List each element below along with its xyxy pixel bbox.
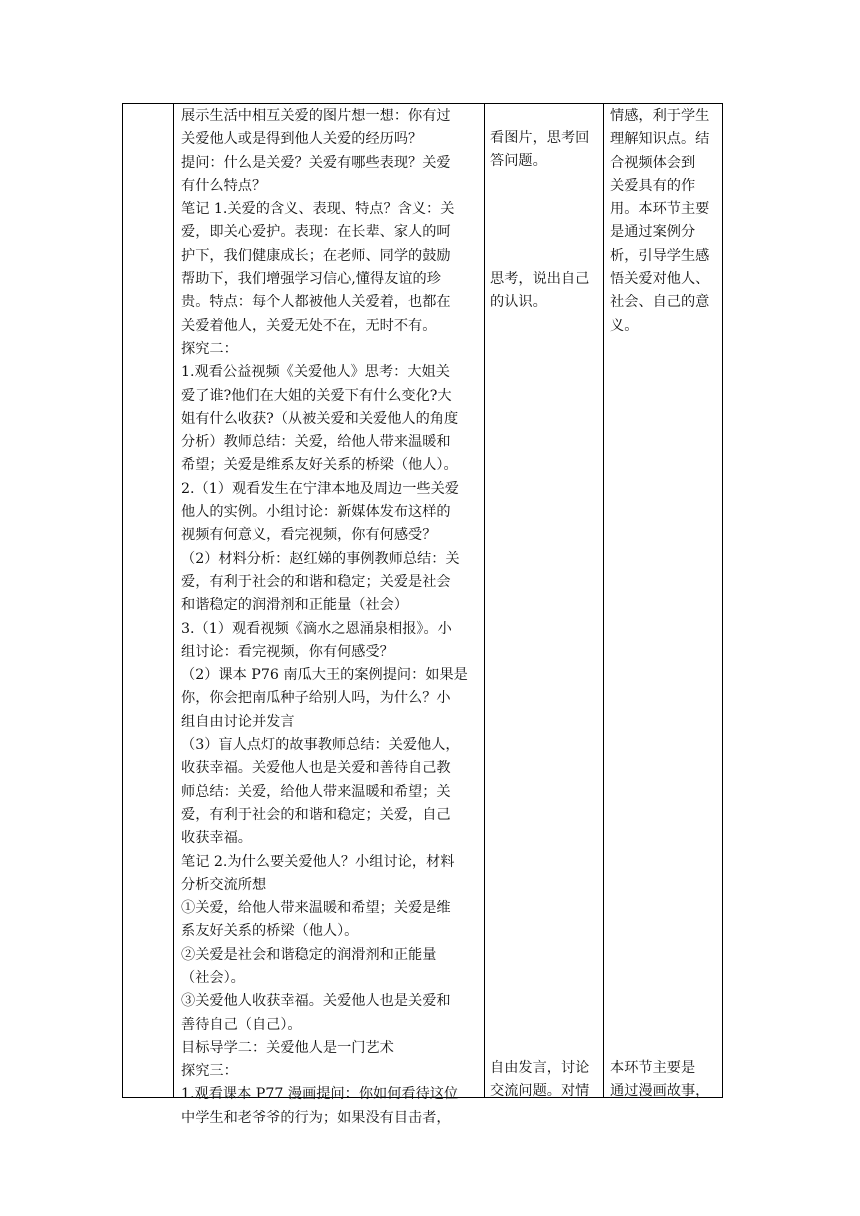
text-line: 提问：什么是关爱？关爱有哪些表现？关爱 — [181, 154, 451, 171]
text-line: 用。本环节主要 — [610, 201, 710, 218]
text-line: 理解知识点。结 — [610, 131, 710, 148]
text-line: 笔记 1.关爱的含义、表现、特点？含义：关 — [181, 201, 455, 218]
text-line: 护下，我们健康成长；在老师、同学的鼓励 — [181, 247, 451, 264]
text-line: 爱，有利于社会的和谐和稳定；关爱是社会 — [181, 573, 451, 590]
text-line: 师总结：关爱，给他人带来温暖和希望；关 — [181, 783, 451, 800]
text-line: 你，你会把南瓜种子给别人吗，为什么？小 — [181, 690, 451, 707]
text-line: 的认识。 — [490, 294, 547, 311]
text-line: ③关爱他人收获幸福。关爱他人也是关爱和 — [181, 993, 451, 1010]
text-line: 交流问题。对情 — [490, 1083, 590, 1100]
text-line: 分析交流所想 — [181, 876, 267, 893]
column-divider — [603, 104, 604, 1097]
text-line: 善待自己（自己）。 — [181, 1016, 302, 1033]
text-line: 义。 — [610, 317, 639, 334]
student-activity-cell — [490, 127, 606, 174]
text-line: 3.（1）观看视频《滴水之恩涌泉相报》。小 — [181, 620, 452, 637]
text-line: 视频有何意义，看完视频，你有何感受？ — [181, 527, 437, 544]
text-line: ②关爱是社会和谐稳定的润滑剂和正能量 — [181, 946, 437, 963]
text-line: 关爱具有的作 — [610, 177, 696, 194]
text-line: 帮助下，我们增强学习信心,懂得友谊的珍 — [181, 271, 441, 288]
teaching-process-cell — [181, 105, 489, 1130]
text-line: 看图片，思考回 — [490, 130, 590, 146]
text-line: （社会）。 — [181, 969, 245, 986]
design-intent-cell — [610, 105, 721, 338]
text-line: 1.观看课本 P77 漫画提问：你如何看待这位 — [181, 1086, 459, 1103]
text-line: 爱，即关心爱护。表现：在长辈、家人的呵 — [181, 224, 451, 241]
text-line: 自由发言，讨论 — [490, 1060, 590, 1076]
text-line: 组自由讨论并发言 — [181, 713, 295, 730]
text-line: 系友好关系的桥梁（他人）。 — [181, 923, 359, 940]
text-line: 探究二： — [181, 340, 238, 357]
text-line: 贵。特点：每个人都被他人关爱着，也都在 — [181, 294, 451, 311]
text-line: 2.（1）观看发生在宁津本地及周边一些关爱 — [181, 480, 459, 497]
text-line: 通过漫画故事， — [610, 1083, 710, 1100]
text-line: 社会、自己的意 — [610, 294, 710, 311]
text-line: 爱，有利于社会的和谐和稳定；关爱，自己 — [181, 806, 451, 823]
text-line: （3）盲人点灯的故事教师总结：关爱他人， — [181, 737, 460, 754]
text-line: 收获幸福。 — [181, 830, 252, 847]
text-line: 收获幸福。关爱他人也是关爱和善待自己教 — [181, 760, 451, 777]
text-line: 分析）教师总结：关爱，给他人带来温暖和 — [181, 434, 451, 451]
text-line: （2）课本 P76 南瓜大王的案例提问：如果是 — [181, 667, 468, 684]
text-line: 和谐稳定的润滑剂和正能量（社会） — [181, 597, 409, 614]
design-intent-cell — [610, 1057, 721, 1104]
text-line: （2）材料分析：赵红娣的事例教师总结：关 — [181, 550, 460, 567]
column-divider — [173, 104, 174, 1097]
text-line: 答问题。 — [490, 153, 547, 170]
student-activity-cell — [490, 268, 606, 315]
text-line: 悟关爱对他人、 — [610, 271, 710, 288]
text-line: 情感，利于学生 — [610, 108, 710, 124]
text-line: 关爱着他人，关爱无处不在，无时不有。 — [181, 317, 437, 334]
text-line: 笔记 2.为什么要关爱他人？小组讨论，材料 — [181, 853, 455, 870]
student-activity-cell — [490, 1057, 606, 1104]
text-line: 希望；关爱是维系友好关系的桥梁（他人）。 — [181, 457, 458, 474]
text-line: 探究三： — [181, 1063, 238, 1080]
text-line: 目标导学二：关爱他人是一门艺术 — [181, 1039, 394, 1056]
text-line: 他人的实例。小组讨论：新媒体发布这样的 — [181, 504, 451, 521]
text-line: 展示生活中相互关爱的图片想一想：你有过 — [181, 108, 451, 124]
text-line: 是通过案例分 — [610, 224, 696, 241]
text-line: 中学生和老爷爷的行为；如果没有目击者， — [181, 1109, 451, 1126]
text-line: 思考，说出自己 — [490, 271, 590, 287]
text-line: ①关爱，给他人带来温暖和希望；关爱是维 — [181, 900, 451, 917]
lesson-plan-table — [122, 103, 723, 1126]
text-line: 姐有什么收获?（从被关爱和关爱他人的角度 — [181, 410, 459, 427]
text-line: 1.观看公益视频《关爱他人》思考：大姐关 — [181, 364, 450, 381]
text-line: 组讨论：看完视频，你有何感受？ — [181, 643, 394, 660]
text-line: 有什么特点？ — [181, 177, 267, 194]
text-line: 合视频体会到 — [610, 154, 696, 171]
text-line: 关爱他人或是得到他人关爱的经历吗？ — [181, 131, 423, 148]
text-line: 本环节主要是 — [610, 1060, 696, 1076]
text-line: 爱了谁?他们在大姐的关爱下有什么变化?大 — [181, 387, 452, 404]
text-line: 析，引导学生感 — [610, 247, 710, 264]
